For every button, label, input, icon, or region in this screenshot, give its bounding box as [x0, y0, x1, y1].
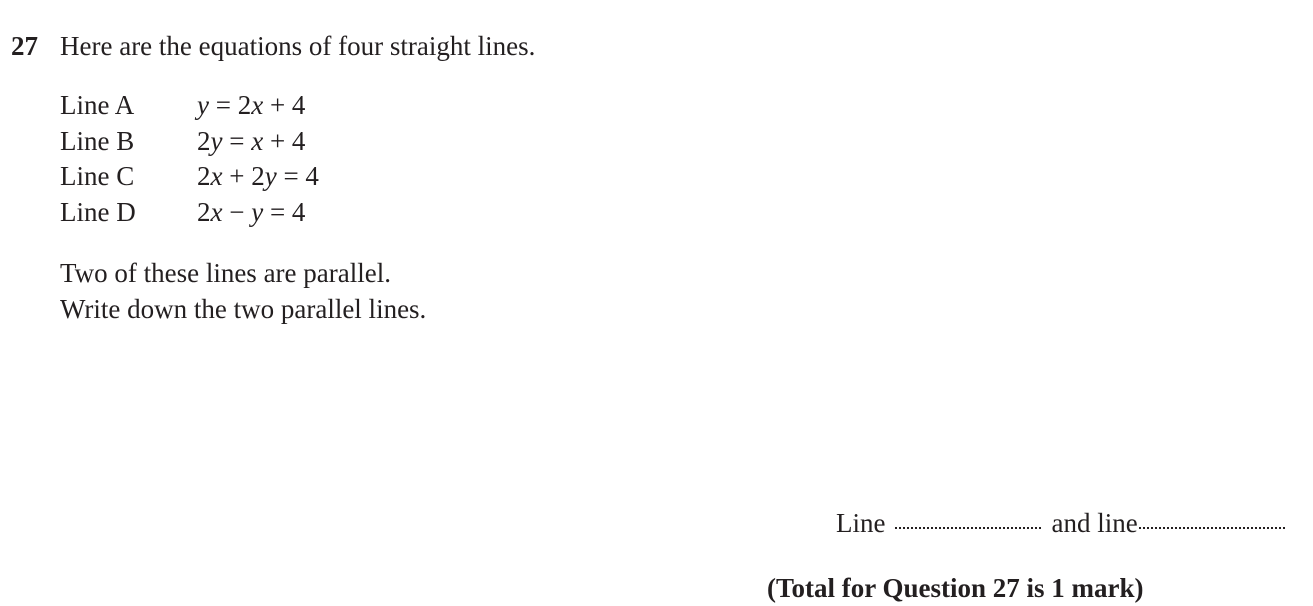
answer-prefix: Line [836, 508, 886, 538]
question-intro: Here are the equations of four straight lines. [60, 31, 536, 61]
line-equation: y = 2x + 4 [197, 90, 306, 120]
question-number: 27 [11, 31, 38, 61]
line-equation: 2y = x + 4 [197, 125, 306, 156]
line-label: Line D [60, 196, 136, 227]
answer-line [836, 505, 1285, 541]
statement-line-2: Write down the two parallel lines. [60, 294, 427, 324]
line-label: Line C [60, 161, 135, 191]
line-equation: 2x − y = 4 [197, 196, 306, 227]
line-row-d [60, 195, 319, 231]
line-equation: 2x + 2y = 4 [197, 161, 319, 191]
line-equations-list [60, 88, 319, 230]
answer-blank-2[interactable] [1139, 527, 1285, 529]
line-row-b [60, 124, 319, 160]
answer-blank-1[interactable] [895, 527, 1041, 529]
question-statement [60, 255, 426, 327]
statement-line-1: Two of these lines are parallel. [60, 258, 391, 288]
total-marks: (Total for Question 27 is 1 mark) [767, 573, 1144, 603]
answer-connector: and line [1051, 508, 1138, 538]
line-row-a [60, 88, 319, 124]
line-label: Line A [60, 90, 135, 120]
line-label: Line B [60, 125, 135, 156]
line-row-c [60, 159, 319, 195]
